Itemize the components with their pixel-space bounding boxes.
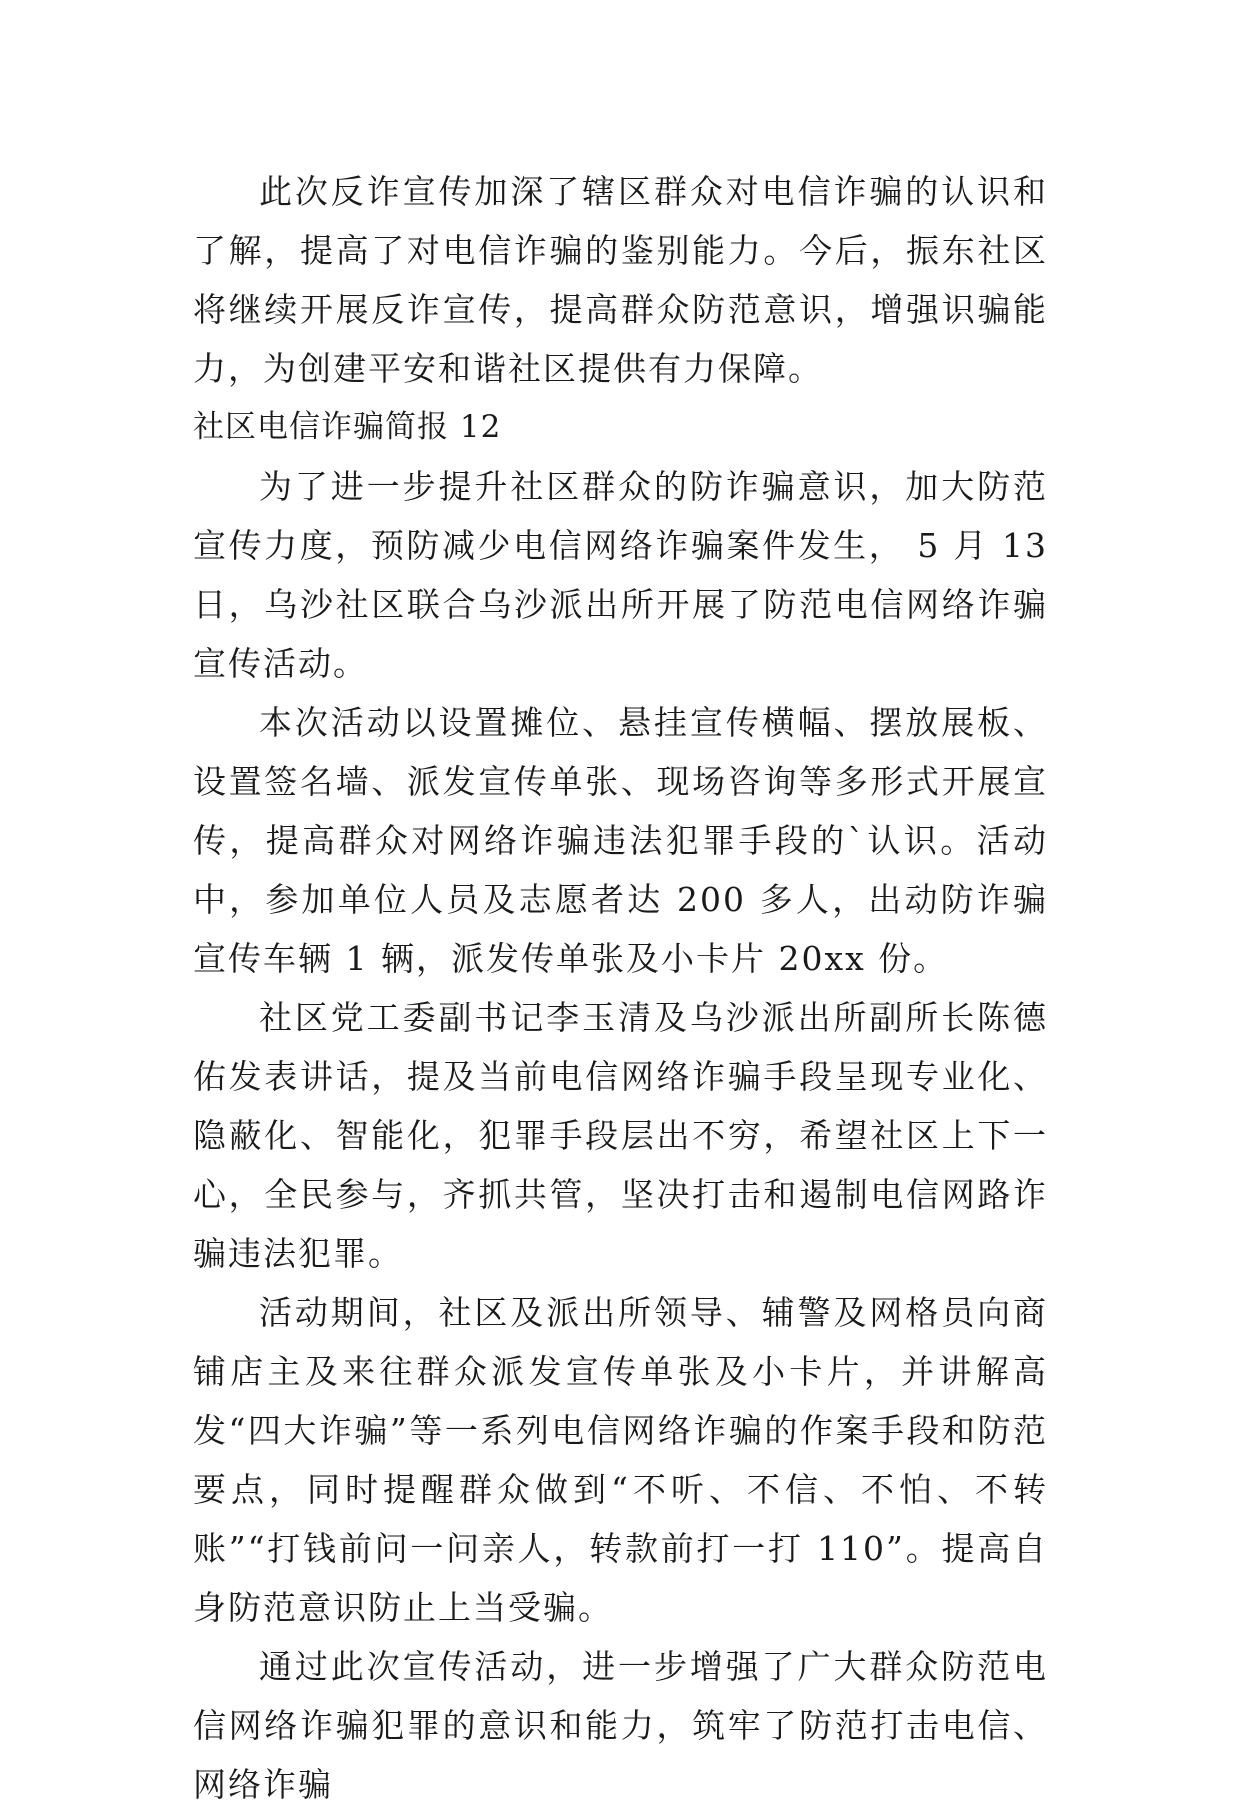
document-body — [193, 162, 1048, 1814]
paragraph-intro: 此次反诈宣传加深了辖区群众对电信诈骗的认识和了解，提高了对电信诈骗的鉴别能力。今后，振东社区将继续开展反诈宣传，提高群众防范意识，增强识骗能力，为创建平安和谐社区提供有力保障。 — [193, 172, 1048, 388]
paragraph-3: 社区党工委副书记李玉清及乌沙派出所副所长陈德佑发表讲话，提及当前电信网络诈骗手段呈现专业化、隐蔽化、智能化，犯罪手段层出不穷，希望社区上下一心，全民参与，齐抓共管，坚决打击和遏制电信网路诈骗违法犯罪。 — [193, 998, 1048, 1273]
paragraph-5: 通过此次宣传活动，进一步增强了广大群众防范电信网络诈骗犯罪的意识和能力，筑牢了防范打击电信、网络诈骗 — [193, 1647, 1048, 1804]
paragraph-4: 活动期间，社区及派出所领导、辅警及网格员向商铺店主及来往群众派发宣传单张及小卡片，并讲解高发“四大诈骗”等一系列电信网络诈骗的作案手段和防范要点，同时提醒群众做到“不听、不信、不怕、不转账”“打钱前问一问亲人，转款前打一打 110”。提高自身防范意识防止上当受骗。 — [193, 1293, 1048, 1627]
paragraph-2: 本次活动以设置摊位、悬挂宣传横幅、摆放展板、设置签名墙、派发宣传单张、现场咨询等多形式开展宣传，提高群众对网络诈骗违法犯罪手段的`认识。活动中，参加单位人员及志愿者达 200 多人，出动防诈骗宣传车辆 1 辆，派发传单张及小卡片 20xx 份。 — [193, 703, 1048, 978]
paragraph-1: 为了进一步提升社区群众的防诈骗意识，加大防范宣传力度，预防减少电信网络诈骗案件发生， 5 月 13 日，乌沙社区联合乌沙派出所开展了防范电信网络诈骗宣传活动。 — [193, 467, 1048, 683]
section-heading: 社区电信诈骗简报 12 — [193, 409, 502, 445]
